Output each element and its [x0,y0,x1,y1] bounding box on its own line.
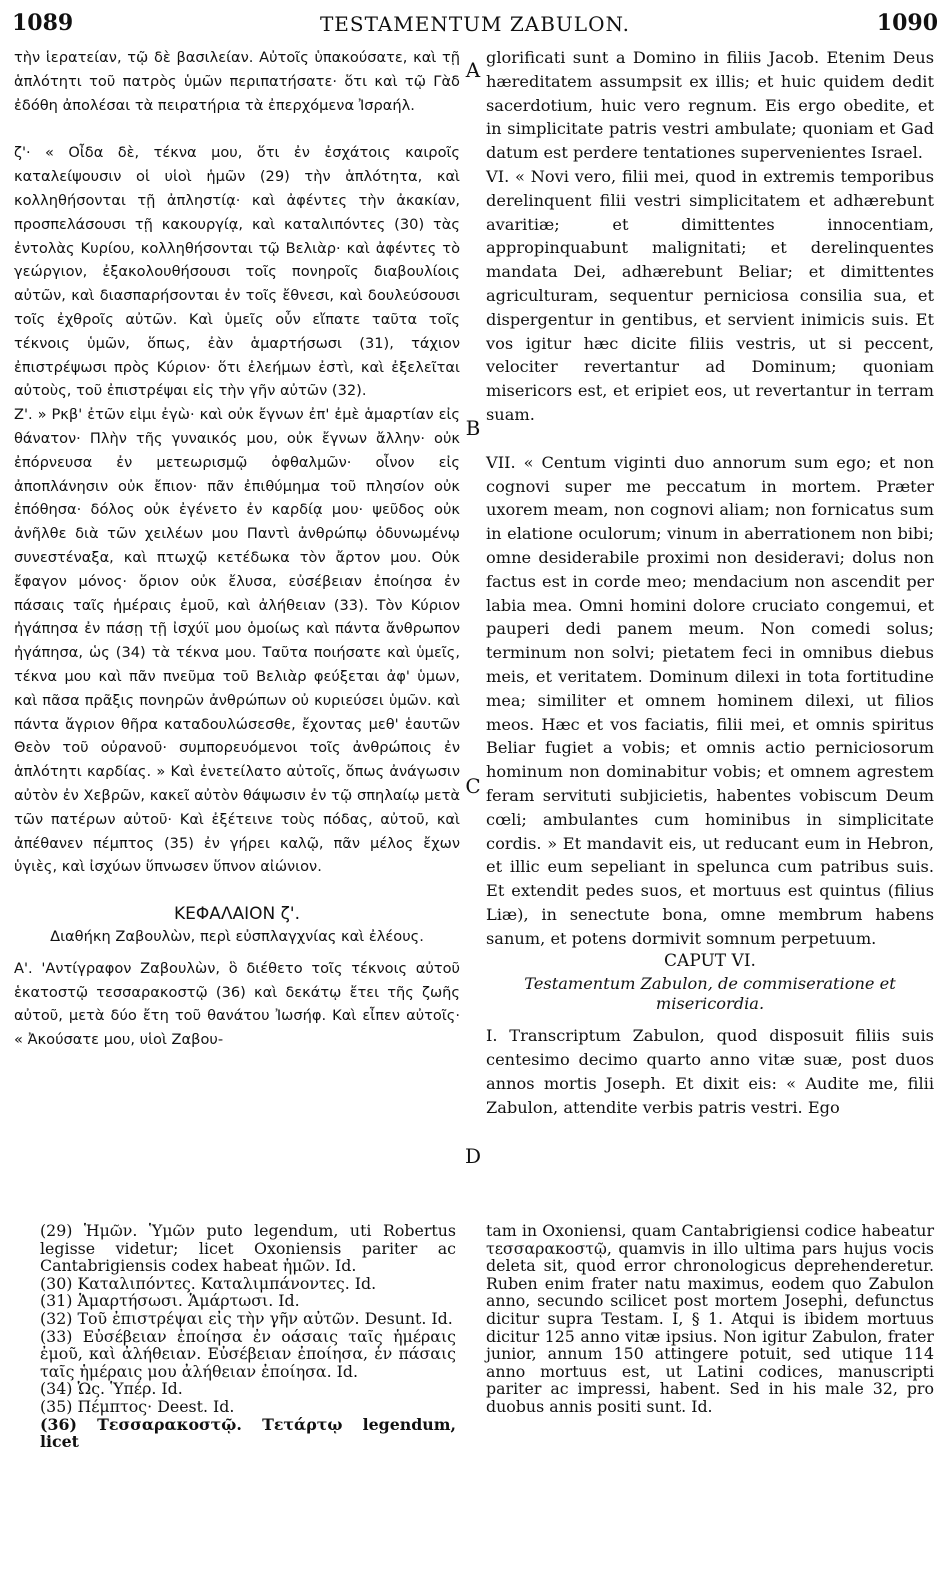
footnotes-right [486,1222,934,1416]
latin-paragraph: glorificati sunt a Domino in filiis Jacob. Etenim Deus hæreditatem assumpsit ex illis; et huic quidem dedit sacerdotium, huic vero regnum. Eis ergo obedite, et in simplicitate patris vestri ambulate; quoniam et Gad datum est perdere tentationes supervenientes Israel. [486,48,934,163]
margin-marker-d: D [464,1144,482,1168]
greek-chapter-heading: ΚΕΦΑΛΑΙΟΝ ζ'. [174,904,300,925]
margin-marker-c: C [465,774,481,798]
footnote: (30) Καταλιπόντες. Καταλιμπάνοντες. Id. [40,1273,377,1293]
greek-column [14,46,460,1052]
running-title: TESTAMENTUM ZABULON. [319,12,631,36]
greek-paragraph: τὴν ἱερατείαν, τῷ δὲ βασιλείαν. Αὐτοῖς ὑπακούσατε, καὶ τῇ ἁπλότητι τοῦ πατρὸς ὑμῶν περιπατήσατε· ὅτι καὶ τῷ Γὰδ ἐδόθη ἀπολέσαι τὰ πειρατήρια τὰ ἐπερχόμενα Ἰσραήλ. [14,49,460,114]
footnotes-left [40,1222,456,1451]
greek-chapter-subtitle: Διαθήκη Ζαβουλὼν, περὶ εὐσπλαγχνίας καὶ ἐλέους. [50,927,424,945]
greek-paragraph: Ζ'. » Ρκβ' ἐτῶν εἰμι ἐγὼ· καὶ οὐκ ἔγνων ἐπ' ἐμὲ ἁμαρτίαν εἰς θάνατον· Πλὴν τῆς γυναικός μου, οὐκ ἔγνων ἄλλην· οὐκ ἐπόρνευσα ἐν μετεωρισμῷ ὀφθαλμῶν· οἶνον εἰς ἀποπλάνησιν οὐκ ἔπιον· πᾶν ἐπιθύμημα τοῦ πλησίον οὐκ ἐπόθησα· δόλος οὐκ ἐγένετο ἐν καρδίᾳ μου· ψεῦδος οὐκ ἀνῆλθε διὰ τῶν χειλέων μου Παντὶ ἀνθρώπῳ ὀδυνωμένῳ συνεστέναξα, καὶ πτωχῷ κετέδωκα τὸν ἄρτον μου. Οὐκ ἔφαγον μόνος· ὅριον οὐκ ἔλυσα, εὐσέβειαν ἐποίησα ἐν πάσαις ταῖς ἡμέραις ἐμοῦ, καὶ ἀλήθειαν (33). Τὸν Κύριον ἠγάπησα ἐν πάσῃ τῇ ἰσχύϊ μου ὁμοίως καὶ πάντα ἄνθρωπον ἠγάπησα, ὡς (34) τὰ τέκνα μου. Ταῦτα ποιήσατε καὶ ὑμεῖς, τέκνα μου καὶ πᾶν πνεῦμα τοῦ Βελιὰρ φεύξεται ἀφ' ὑμων, καὶ πᾶσα πρᾶξις πονηρῶν ἀνθρώπων οὐ κυριεύσει ὑμῶν. καὶ πάντα ἄγριον θῆρα καταδουλώσεσθε, ἔχοντας μεθ' ἑαυτῶν Θεὸν τοῦ οὐρανοῦ· συμπορευόμενοι τοῖς ἀνθρώποις ἐν ἁπλότητι καρδίας. » Καὶ ἐνετείλατο αὐτοῖς, ὅπως ἀνάγωσιν αὐτὸν ἐν Χεβρῶν, κακεῖ αὐτὸν θάψωσιν ἐν τῷ σπηλαίῳ μετὰ τῶν πατέρων αὐτοῦ· Καὶ ἐξέτεινε τοὺς πόδας, αὐτοῦ, καὶ ἀπέθανεν πέμπτος (35) ἐν γήρει καλῷ, πᾶν μέλος ἔχων ὑγιὲς, καὶ ἰσχύων ὕπνωσεν ὕπνον αἰώνιον. [14,406,460,876]
page-number-right: 1090 [876,10,938,36]
footnote-continuation: tam in Oxoniensi, quam Cantabrigiensi codice habeatur τεσσαρακοστῷ, quamvis in illo ultima pars hujus vocis deleta sit, quod error chronologicus deprehenderetur. Ruben enim frater natu maximus, eodem quo Zabulon anno, secundo scilicet post mortem Josephi, defunctus dicitur supra Testam. I, § 1. Atqui is ibidem mortuus dicitur 125 anno vitæ ipsius. Non igitur Zabulon, frater junior, annum 150 attingere potuit, sed utique 114 anno mortuus est, ut Latini codices, manuscripti pariter ac impressi, habent. Sed in his male 32, pro duobus annis positi sunt. Id. [486,1221,934,1416]
latin-paragraph: I. Transcriptum Zabulon, quod disposuit filiis suis centesimo decimo quarto anno vitæ suæ, post duos annos mortis Joseph. Et dixit eis: « Audite me, filii Zabulon, attendite verbis patris vestri. Ego [486,1026,934,1117]
footnote: (29) Ἡμῶν. Ὑμῶν puto legendum, uti Robertus legisse videtur; licet Oxoniensis pariter ac Cantabrigiensis codex habeat ἡμῶν. Id. [40,1221,456,1276]
page-header [12,10,938,38]
greek-paragraph: Α'. 'Αντίγραφον Ζαβουλὼν, ὃ διέθετο τοῖς τέκνοις αὐτοῦ ἑκατοστῷ τεσσαρακοστῷ (36) καὶ δεκάτῳ ἔτει τῆς ζωῆς αὐτοῦ, μετὰ δύο ἔτη τοῦ θανάτου Ἰωσήφ. Καὶ εἶπεν αὐτοῖς· « Ἀκούσατε μου, υἱοὶ Ζαβου- [14,959,460,1049]
margin-marker-b: B [465,416,481,440]
latin-chapter-subtitle: Testamentum Zabulon, de commiseratione et misericordia. [524,974,896,1014]
footnote: (36) Τεσσαρακοστῷ. Τετάρτῳ legendum, licet [40,1414,456,1452]
latin-paragraph: VII. « Centum viginti duo annorum sum ego; et non cognovi super me peccatum in mortem. Præter uxorem meam, non cognovi aliam; non fornicatus sum in elatione oculorum; vinum in aberrationem non bibi; omne desiderabile proximi non desideravi; dolus non factus est in corde meo; mendacium non ascendit per labia mea. Omni homini dolore cruciato congemui, et pauperi dedi panem meum. Non comedi solus; terminum non solvi; pietatem feci in omnibus diebus meis, et veritatem. Dominum dilexi in tota fortitudine mea; similiter et omnem hominem dilexi, ut filios meos. Hæc et vos faciatis, filii mei, et omnis spiritus Beliar fugiet a vobis; et omnis actio perniciosorum hominum non dominabitur vobis; et omnem agrestem feram servituti subjicietis, habentes vobiscum Deum cœli; ambulantes cum hominibus in simplicitate cordis. » Et mandavit eis, ut reducant eum in Hebron, et illic eum sepeliant in spelunca cum patribus suis. Et extendit pedes suos, et mortuus est quintus (filius Liæ), in senectute bona, omne membrum habens sanum, et potens dormivit somnum perpetuum. [486,452,934,948]
latin-column [486,46,934,1119]
footnote: (33) Εὐσέβειαν ἐποίησα ἐν οάσαις ταῖς ἡμέραις ἐμοῦ, καὶ ἀλήθειαν. Εὐσέβειαν ἐποίησα, ἐν πάσαις ταῖς ἡμέραις μου ἀλήθειαν ἐποίησα. Id. [40,1326,456,1381]
footnote: (34) Ὡς. Ὑπέρ. Id. [40,1379,183,1399]
greek-paragraph: ζ'· « Οἶδα δὲ, τέκνα μου, ὅτι ἐν ἐσχάτοις καιροῖς καταλείψουσιν οἱ υἱοὶ ἡμῶν (29) τὴν ἁπλότητα, καὶ κολληθήσονται τῇ ἀπληστίᾳ· καὶ ἀφέντες τὴν ἀκακίαν, προσπελάσουσι τῇ κακουργίᾳ, καὶ καταλιπόντες (30) τὰς ἐντολὰς Κυρίου, κολληθήσονται τῷ Βελιὰρ· καὶ ἀφέντες τὸ γεώργιον, ἐξακολουθήσουσι τοῖς πονηροῖς διαβουλίοις αὐτῶν, καὶ διασπαρήσονται ἐν τοῖς ἔθνεσι, καὶ δουλεύσουσι τοῖς ἐχθροῖς αὐτῶν. Καὶ ὑμεῖς οὖν εἴπατε ταῦτα τοῖς τέκνοις ὑμῶν, ὅπως, ἐὰν ἁμαρτήσωσι (31), τάχιον ἐπιστρέψωσι πρὸς Κύριον· ὅτι ἐλεήμων ἐστὶ, καὶ ἐξελεῖται αὐτοὺς, τοῦ ἐπιστρέψαι εἰς τὴν γῆν αὐτῶν (32). [14,144,460,400]
footnote: (31) Ἁμαρτήσωσι. Ἁμάρτωσι. Id. [40,1291,300,1311]
footnote: (35) Πέμπτος· Deest. Id. [40,1396,235,1416]
latin-paragraph: VI. « Novi vero, filii mei, quod in extremis temporibus derelinquent filii vestri simplicitatem et adhærebunt avaritiæ; et dimittentes innocentiam, appropinquabunt malignitati; et derelinquentes mandata Dei, adhærebunt Beliar; et dimittentes agriculturam, sequentur perniciosa consilia sua, et dispergentur in gentibus, et servient inimicis suis. Et vos igitur hæc dicite filiis vestris, ut si peccent, velociter revertantur ad Dominum; quoniam misericors est, et eripiet eos, ut revertantur in terram suam. [486,166,934,424]
latin-chapter-heading: CAPUT VI. [664,951,756,972]
page-number-left: 1089 [12,10,74,36]
footnote: (32) Τοῦ ἐπιστρέψαι εἰς τὴν γῆν αὐτῶν. Desunt. Id. [40,1308,453,1328]
margin-marker-a: A [465,58,481,82]
